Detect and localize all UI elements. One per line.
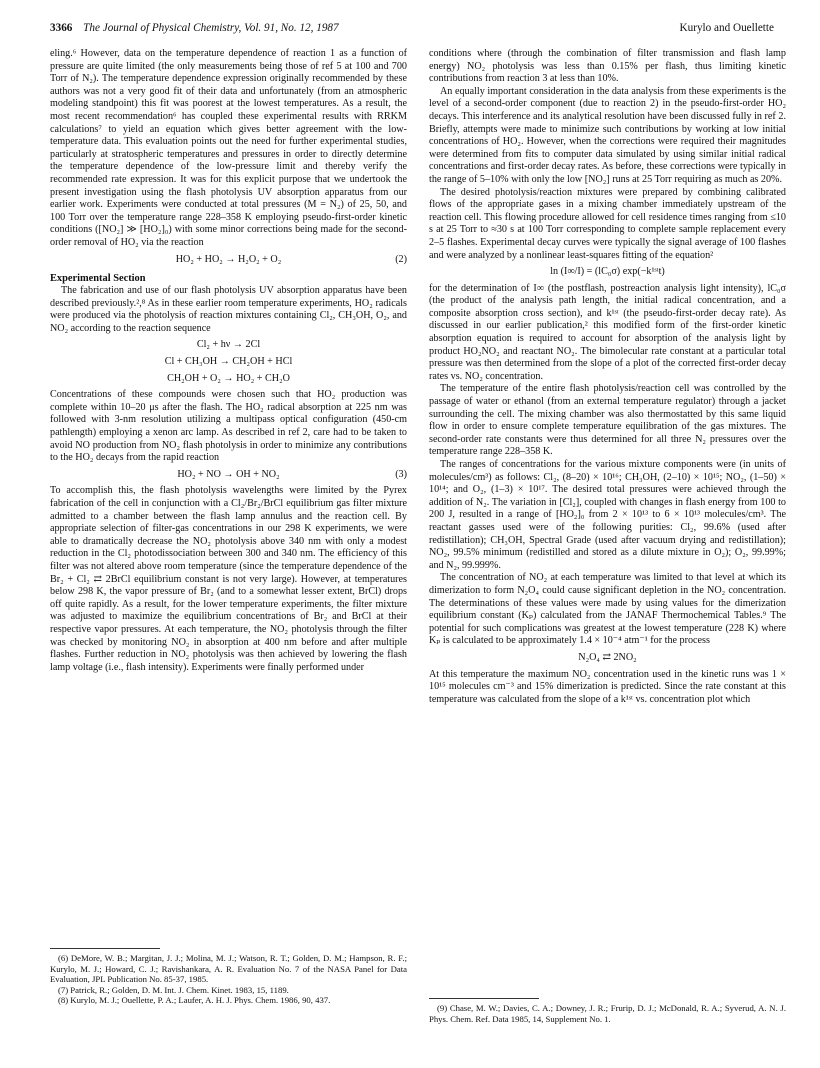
reaction-step-3: CH₂OH + O₂ → HO₂ + CH₂O bbox=[167, 372, 290, 384]
equation-number: (3) bbox=[395, 468, 407, 480]
equation-text: HO₂ + NO → OH + NO₂ bbox=[177, 468, 280, 480]
footnote: (9) Chase, M. W.; Davies, C. A.; Downey, J. R.; Frurip, D. J.; McDonald, R. A.; Syverud, A. N. J. Phys. Chem. Ref. Data 1985, 14, Supplement No. 1. bbox=[429, 1003, 786, 1024]
footnote: (6) DeMore, W. B.; Margitan, J. J.; Molina, M. J.; Watson, R. T.; Golden, D. M.; Hampson, R. F.; Kurylo, M. J.; Howard, C. J.; Ravishankara, A. R. Evaluation No. 7 of the NASA Panel for Data Evaluation, JPL Publication No. 85-37, 1985. bbox=[50, 953, 407, 985]
equation-3 bbox=[50, 469, 407, 482]
paragraph: for the determination of I∞ (the postflash, postreaction analysis light intensity), lC₀σ (the product of the analysis path length, the initial radical concentration, and a composite absorption cross section), and k¹ˢᵗ (the pseudo-first-order decay rate). As discussed in our earlier publication,² this modified form of the first-order kinetic absorption equation is required to account for absorption of the analysis light by product HO₂NO₂ and reactant NO₂. The bimolecular rate constant at a particular total pressure was then determined from the slope of a plot of the corrected first-order decay rates vs. NO₂ concentration. bbox=[429, 282, 786, 382]
footnotes-right bbox=[429, 998, 786, 1024]
footnote: (8) Kurylo, M. J.; Ouellette, P. A.; Laufer, A. H. J. Phys. Chem. 1986, 90, 437. bbox=[58, 995, 331, 1006]
equation-number: (2) bbox=[395, 253, 407, 265]
paragraph: The temperature of the entire flash photolysis/reaction cell was controlled by the passage of water or ethanol (from an external temperature regulator) through a jacket surrounding the cell. The mixing chamber was also thermostatted by this same liquid flow in order to ensure complete temperature equilibration of the gas mixtures. The second-order rate constants were thus determined for all three N₂ pressures over the temperature range 228–358 K. bbox=[429, 383, 786, 458]
page-number: 3366 bbox=[50, 22, 73, 34]
right-column bbox=[429, 48, 786, 706]
running-authors: Kurylo and Ouellette bbox=[679, 22, 774, 34]
paragraph: The concentration of NO₂ at each temperature was limited to that level at which its dimerization to form N₂O₄ could cause significant depletion in the NO₂ concentration. The determinations of these values were made by using values for the dimerization equilibrium constant (Kₚ) calculated from the JANAF Thermochemical Tables.⁹ The potential for such complications was greatest at the lowest temperature (228 K) where Kₚ is calculated to be approximately 1.4 × 10⁻⁴ atm⁻¹ for the process bbox=[429, 572, 786, 647]
footnote-rule bbox=[50, 948, 160, 949]
running-header bbox=[50, 20, 774, 36]
paragraph: conditions where (through the combination of filter transmission and flash lamp energy) NO₂ photolysis was less than 0.15% per flash, thus limiting kinetic contributions from reaction 3 at less than 10%. bbox=[429, 48, 786, 85]
section-heading: Experimental Section bbox=[50, 273, 146, 285]
journal-title: The Journal of Physical Chemistry, Vol. 91, No. 12, 1987 bbox=[83, 22, 339, 34]
footnote-rule bbox=[429, 998, 539, 999]
left-column bbox=[50, 48, 407, 674]
equation-2 bbox=[50, 254, 407, 267]
dimerization-equation: N₂O₄ ⇄ 2NO₂ bbox=[578, 651, 637, 663]
paragraph: At this temperature the maximum NO₂ concentration used in the kinetic runs was 1 × 10¹⁵ molecules cm⁻³ and 15% dimerization is predicted. Since the rate constant at this temperature was calculated from the slope of a k¹ˢᵗ vs. concentration plot which bbox=[429, 668, 786, 705]
equation-text: HO₂ + HO₂ → H₂O₂ + O₂ bbox=[175, 253, 282, 265]
footnote: (7) Patrick, R.; Golden, D. M. Int. J. Chem. Kinet. 1983, 15, 1189. bbox=[58, 984, 289, 995]
reaction-step-1: Cl₂ + hν → 2Cl bbox=[196, 339, 261, 351]
paragraph: To accomplish this, the flash photolysis wavelengths were limited by the Pyrex fabrication of the cell in conjunction with a Cl₂/Br₂/BrCl equilibrium gas filter mixture admitted to a chamber between the flash lamp annulus and the reaction cell. By appropriate selection of filter-gas concentrations in our 298 K experiments, we were able to dramatically decrease the NO₂ photolysis above 340 nm with only a modest reduction in the Cl₂ photodissociation between 300 and 340 nm. The efficiency of this filter was not altered above room temperature (since the temperature dependence of the Br₂ + Cl₂ ⇄ 2BrCl equilibrium constant is not very large). However, at temperatures below 298 K, the vapor pressure of Br₂ (and to a somewhat lesser extent, BrCl) drops off quite rapidly. As a result, for the lower temperature experiments, the filter mixture was adjusted to maximize the equilibrium concentrations of Br₂ and BrCl at their respective vapor pressures. At each temperature, the NO₂ photolysis through the filter was checked by monitoring NO₂ in absorption at 400 nm before and after multiple flashes. Further reduction in NO₂ photolysis was then achieved by lowering the flash lamp voltage (i.e., flash intensity). Experiments were finally performed under bbox=[50, 485, 407, 673]
paragraph: The fabrication and use of our flash photolysis UV absorption apparatus have been described previously.²,⁸ As in these earlier room temperature experiments, HO₂ radicals were produced via the photolysis of reaction mixtures containing Cl₂, CH₃OH, O₂, and NO₂ according to the reaction sequence bbox=[50, 285, 407, 334]
paragraph: eling.⁶ However, data on the temperature dependence of reaction 1 as a function of pressure are quite limited (the only measurements being those of ref 5 at 100 and 700 Torr of N₂). The temperature dependence expression originally recommended by these authors was not a very good fit of their data and unfortunately (from an atmospheric modeling standpoint) this fit was poorest at the lowest temperatures. As a result, the most recent recommendation⁶ has coupled these experimental results with RRKM calculations⁷ to yield an equation which gives better agreement with the low-temperature data. This evaluation points out the need for further experimental studies, particularly at stratospheric temperatures and pressures in order to directly determine the temperature dependence of the low-pressure limit and thereby verify the recommended rate expression. It was for this explicit purpose that we undertook the present investigation using the flash photolysis UV absorption apparatus from our earlier work. Experiments were conducted at total pressures (M = N₂) of 25, 50, and 100 Torr over the temperature range 228–358 K employing pseudo-first-order kinetic conditions ([NO₂] ≫ [HO₂]₀) with some minor corrections being made for the second-order removal of HO₂ via the reaction bbox=[50, 48, 407, 248]
paragraph: The ranges of concentrations for the various mixture components were (in units of molecules/cm³) as follows: Cl₂, (8–20) × 10¹⁶; CH₃OH, (2–10) × 10¹⁵; NO₂, (1–50) × 10¹⁴; and O₂, (1–3) × 10¹⁷. The desired total pressures were achieved through the addition of N₂. The variation in [Cl₂], coupled with changes in flash energy from 100 to 200 J, resulted in a range of [HO₂]₀ from 2 × 10¹³ to 6 × 10¹³ molecules/cm³. The reactant gasses used were of the following purities: Cl₂, 99.6% (used after redistillation); CH₃OH, Spectral Grade (used after vacuum drying and redistillation); NO₂, 99.5% minimum (redistilled and stored as a dilute mixture in O₂); O₂, 99.99%; and N₂, 99.999%. bbox=[429, 459, 786, 571]
footnotes-left bbox=[50, 948, 407, 1006]
paragraph: The desired photolysis/reaction mixtures were prepared by combining calibrated flows of the appropriate gases in a mixing chamber immediately upstream of the reaction cell. This flowing procedure allowed for cell residence times ranging from ≤10 s at 25 Torr to ≈30 s at 100 Torr corresponding to complete sample replacement every 2–5 flashes. Experimental decay curves were typically the signal average of 100 flashes and were analyzed by a nonlinear least-squares fitting of the equation² bbox=[429, 186, 786, 261]
paragraph: An equally important consideration in the data analysis from these experiments is the level of a second-order component (due to reaction 2) in the pseudo-first-order HO₂ decays. This interference and its analytical resolution have been discussed fully in ref 2. Briefly, attempts were made to minimize such contributions by working at low initial concentrations of HO₂. However, when the corrections were required their magnitudes were determined from fits to computer data simulated by using similar initial radical concentrations and first-order decay rates. As before, these corrections were typically in the range of 5–10% with only the low [NO₂] runs at 25 Torr requiring as much as 20%. bbox=[429, 85, 786, 185]
fit-equation: ln (I∞/I) = (lC₀σ) exp(−k¹ˢᵗt) bbox=[550, 266, 665, 278]
reaction-step-2: Cl + CH₃OH → CH₂OH + HCl bbox=[164, 356, 293, 368]
paragraph: Concentrations of these compounds were chosen such that HO₂ production was complete within 10–20 μs after the flash. The HO₂ radical absorption at 225 nm was followed with 3-nm resolution utilizing a multipass optical configuration (450-cm pathlength) employing a xenon arc lamp. As described in ref 2, care had to be taken to avoid NO production from NO₂ flash photolysis in order to minimize any contributions to the HO₂ decays from the rapid reaction bbox=[50, 389, 407, 464]
